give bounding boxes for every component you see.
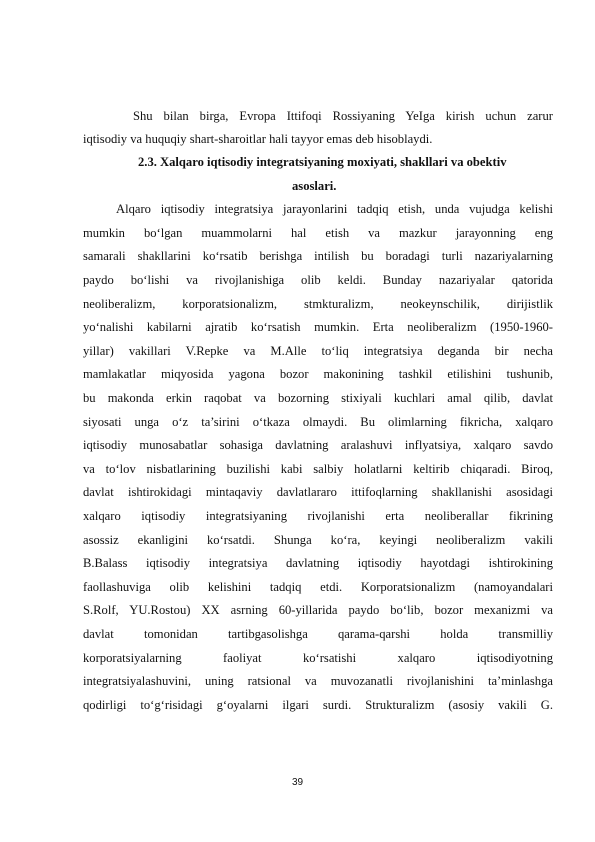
- body-line: iqtisodiy munosabatlar sohasiga davlatning aralashuvi inflyatsiya, xalqaro savdo: [83, 438, 553, 452]
- body-line: qodirligi to‘g‘risidagi g‘oyalarni ilgari surdi. Strukturalizm (asosiy vakili G.: [83, 698, 553, 712]
- intro-paragraph-line-2: iqtisodiy va huquqiy shart-sharoitlar hali tayyor emas deb hisoblaydi.: [83, 132, 433, 146]
- section-heading: 2.3. Xalqaro iqtisodiy integratsiyaning moxiyati, shakllari va obektiv: [138, 155, 507, 169]
- body-line: bu makonda erkin raqobat va bozorning stixiyali kuchlari amal qilib, davlat: [83, 391, 553, 405]
- body-line: asossiz ekanligini ko‘rsatdi. Shunga ko‘ra, keyingi neoliberalizm vakili: [83, 533, 553, 547]
- body-line: samarali shakllarini ko‘rsatib berishga intilish bu boradagi turli nazariyalarning: [83, 249, 553, 263]
- body-line: integratsiyalashuvini, uning ratsional va muvozanatli rivojlanishini ta’minlashga: [83, 674, 553, 688]
- intro-paragraph-line-1: Shu bilan birga, Evropa Ittifoqi Rossiyaning YeIga kirish uchun zarur: [133, 109, 553, 123]
- body-line: mamlakatlar miqyosida yagona bozor makonining tashkil etilishini tushunib,: [83, 367, 553, 381]
- body-line: davlat ishtirokidagi mintaqaviy davlatlararo ittifoqlarning shakllanishi asosidagi: [83, 485, 553, 499]
- body-line: Alqaro iqtisodiy integratsiya jarayonlarini tadqiq etish, unda vujudga kelishi: [116, 202, 553, 216]
- body-line: S.Rolf, YU.Rostou) XX asrning 60-yillarida paydo bo‘lib, bozor mexanizmi va: [83, 603, 553, 617]
- body-line: neoliberalizm, korporatsionalizm, stmkturalizm, neokeynschilik, dirijistlik: [83, 297, 553, 311]
- body-line: faollashuviga olib kelishini tadqiq etdi. Korporatsionalizm (namoyandalari: [83, 580, 553, 594]
- body-line: B.Balass iqtisodiy integratsiya davlatning iqtisodiy hayotdagi ishtirokining: [83, 556, 553, 570]
- body-line: va to‘lov nisbatlarining buzilishi kabi salbiy holatlarni keltirib chiqaradi. Biroq,: [83, 462, 553, 476]
- page-number: 39: [291, 777, 304, 788]
- body-line: paydo bo‘lishi va rivojlanishiga olib keldi. Bunday nazariyalar qatorida: [83, 273, 553, 287]
- section-heading-continuation: asoslari.: [292, 179, 337, 193]
- body-line: yillar) vakillari V.Repke va M.Alle to‘liq integratsiya deganda bir necha: [83, 344, 553, 358]
- body-line: siyosati unga o‘z ta’sirini o‘tkaza olmaydi. Bu olimlarning fikricha, xalqaro: [83, 415, 553, 429]
- body-line: mumkin bo‘lgan muammolarni hal etish va mazkur jarayonning eng: [83, 226, 553, 240]
- body-line: xalqaro iqtisodiy integratsiyaning rivojlanishi erta neoliberallar fikrining: [83, 509, 553, 523]
- body-line: yo‘nalishi kabilarni ajratib ko‘rsatish mumkin. Erta neoliberalizm (1950-1960-: [83, 320, 553, 334]
- body-line: korporatsiyalarning faoliyat ko‘rsatishi xalqaro iqtisodiyotning: [83, 651, 553, 665]
- body-line: davlat tomonidan tartibgasolishga qarama-qarshi holda transmilliy: [83, 627, 553, 641]
